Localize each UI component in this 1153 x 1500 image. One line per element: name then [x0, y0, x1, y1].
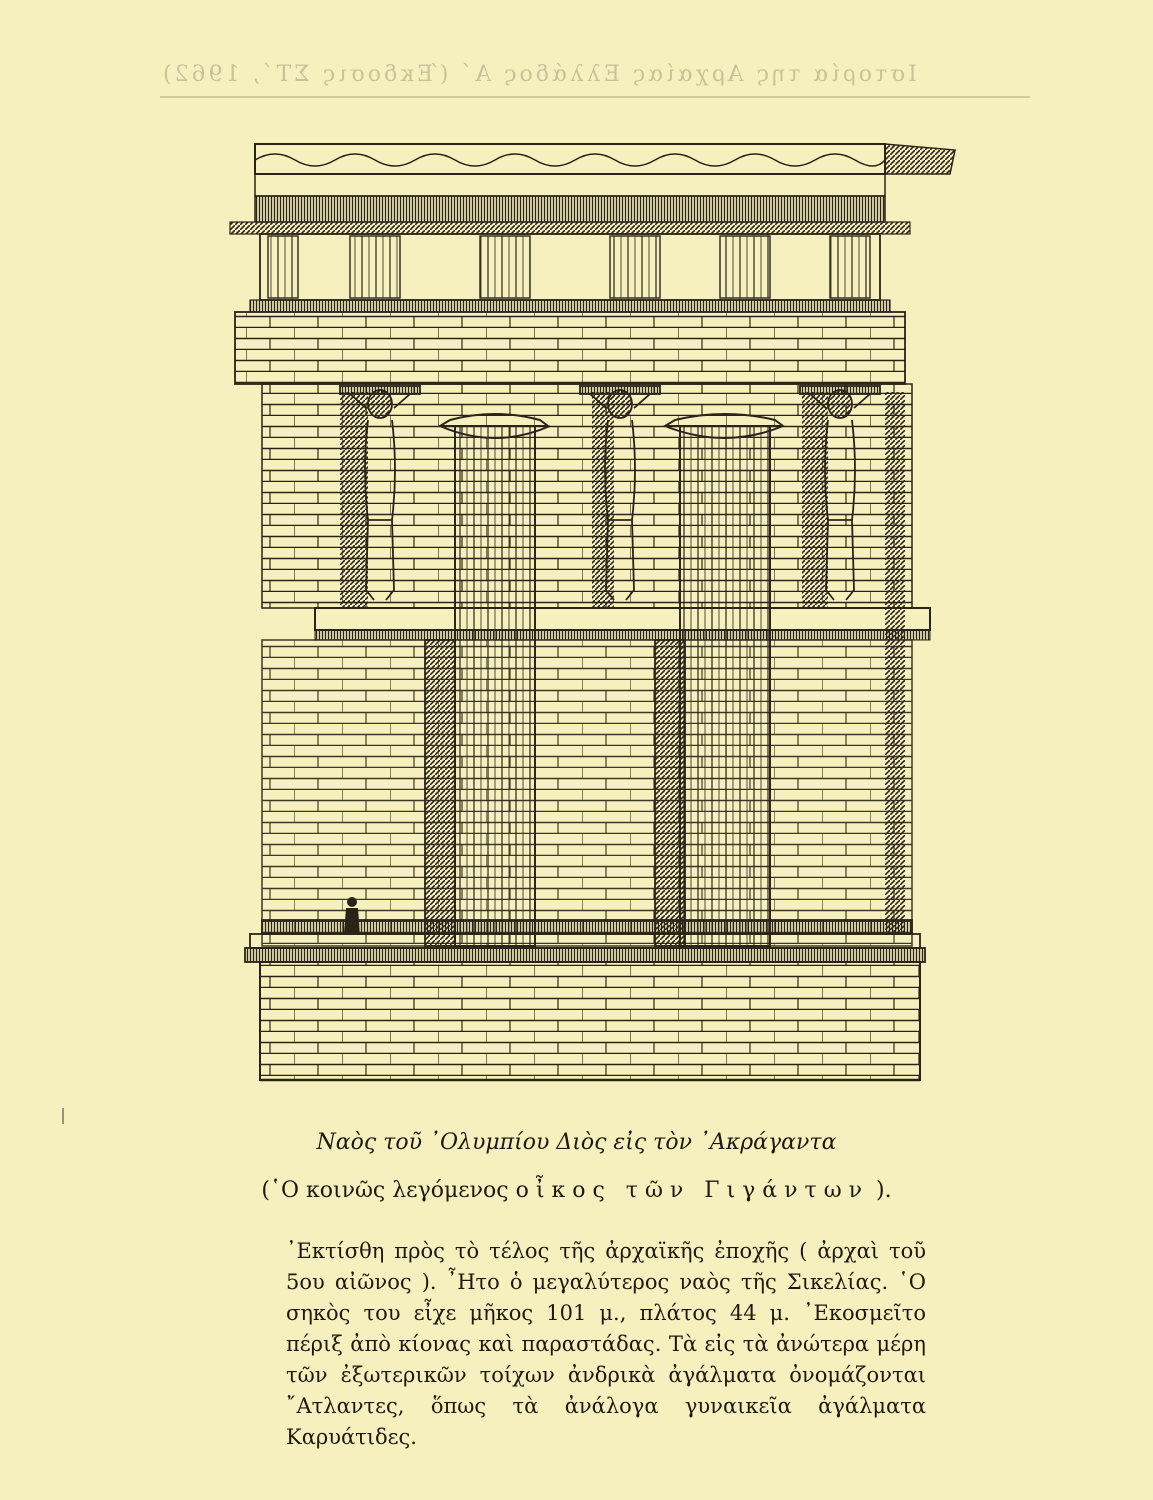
figure-subtitle-name: οἶκος τῶν Γιγάντων: [515, 1178, 870, 1203]
figure-title: Ναὸς τοῦ ᾿Ολυμπίου Διὸς εἰς τὸν ᾿Ακράγαντα: [316, 1130, 837, 1155]
figure-subtitle-prefix: (῾Ο κοινῶς λεγόμενος: [261, 1178, 509, 1203]
bleed-through-rule: [160, 96, 1030, 98]
figure-subtitle: [0, 1178, 1153, 1203]
triglyphs: [268, 236, 870, 298]
description-paragraph: [286, 1236, 926, 1453]
temple-engraving: [150, 130, 1030, 1090]
figure-subtitle-suffix: ).: [876, 1178, 892, 1203]
temple-illustration-icon: [150, 130, 1030, 1090]
description-text: ᾿Εκτίσθη πρὸς τὸ τέλος τῆς ἀρχαϊκῆς ἐποχῆς ( ἀρχαὶ τοῦ 5ου αἰῶνος ). ῏Ητο ὁ μεγαλύτερος ναὸς τῆς Σικελίας. ῾Ο σηκὸς του εἶχε μῆκος 101 μ., πλάτος 44 μ. ᾿Εκοσμεῖτο πέριξ ἀπὸ κίονας καὶ παραστάδας. Τὰ εἰς τὰ ἀνώτερα μέρη τῶν ἐξωτερικῶν τοίχων ἀνδρικὰ ἀγάλματα ὀνομάζονται ῎Ατλαντες, ὅπως τὰ ἀνάλογα γυναικεῖα ἀγάλματα Καρυάτιδες.: [286, 1239, 926, 1449]
bleed-through-header: Ιστορία της Αρχαίας Ελλάδος Α΄ (Έκδοσις ΣΤ΄, 1962): [160, 62, 917, 87]
margin-mark: [62, 1108, 64, 1124]
